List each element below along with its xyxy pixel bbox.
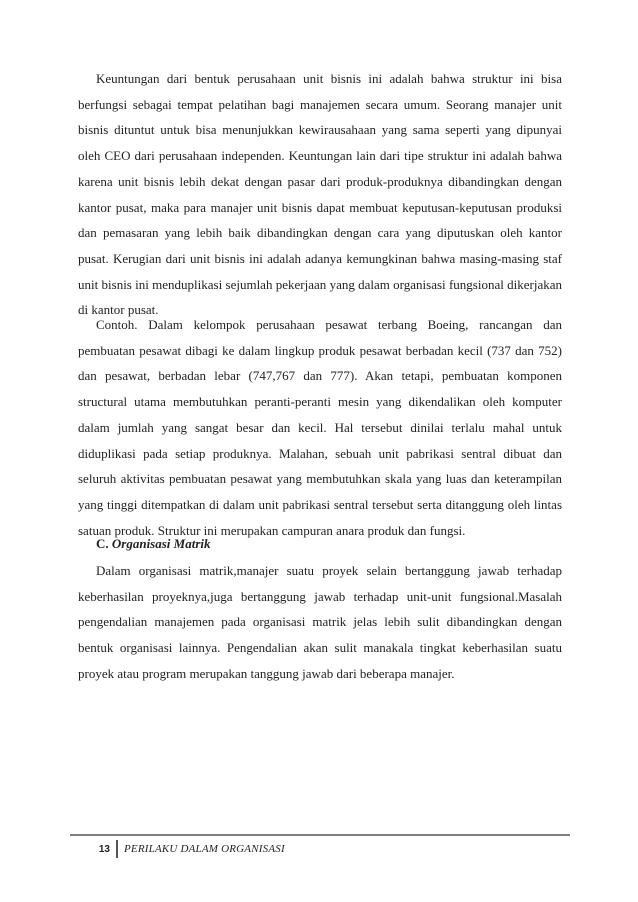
footer-rule: [70, 834, 570, 836]
running-title: PERILAKU DALAM ORGANISASI: [124, 843, 285, 855]
footer-separator: [116, 840, 118, 858]
paragraph-business-unit-advantages: Keuntungan dari bentuk perusahaan unit bisnis ini adalah bahwa struktur ini bisa berfungsi sebagai tempat pelatihan bagi manajemen secara umum. Seorang manajer unit bisnis dituntut untuk bisa menunjukkan kewirausahaan yang sama seperti yang dipunyai oleh CEO dari perusahaan independen. Keuntungan lain dari tipe struktur ini adalah bahwa karena unit bisnis lebih dekat dengan pasar dari produk-produknya dibandingkan dengan kantor pusat, maka para manajer unit bisnis dapat membuat keputusan-keputusan produksi dan pemasaran yang lebih baik dibandingkan dengan cara yang diputuskan oleh kantor pusat. Kerugian dari unit bisnis ini adalah adanya kemungkinan bahwa masing-masing staf unit bisnis ini menduplikasi sejumlah pekerjaan yang dalam organisasi fungsional dikerjakan di kantor pusat.: [78, 71, 562, 318]
page-number: 13: [98, 843, 110, 855]
paragraph-matrix-organization: Dalam organisasi matrik,manajer suatu proyek selain bertanggung jawab terhadap keberhasilan proyeknya,juga bertanggung jawab terhadap unit-unit fungsional.Masalah pengendalian manajemen pada organisasi matrik jelas lebih sulit dibandingkan dengan bentuk organisasi lainnya. Pengendalian akan sulit manakala tingkat keberhasilan suatu proyek atau program merupakan tanggung jawab dari beberapa manajer.: [78, 563, 562, 681]
section-letter: C.: [96, 536, 109, 551]
paragraph-boeing-example: Contoh. Dalam kelompok perusahaan pesawat terbang Boeing, rancangan dan pembuatan pesawat dibagi ke dalam lingkup produk pesawat berbadan kecil (737 dan 752) dan pesawat, berbadan lebar (747,767 dan 777). Akan tetapi, pembuatan komponen structural utama membutuhkan peranti-peranti mesin yang dikendalikan oleh komputer dalam jumlah yang sangat besar dan kecil. Hal tersebut dinilai terlalu mahal untuk diduplikasi pada setiap produknya. Malahan, sebuah unit pabrikasi sentral dibuat dan seluruh aktivitas pembuatan pesawat yang membutuhkan skala yang luas dan keterampilan yang tinggi ditempatkan di dalam unit pabrikasi sentral tersebut serta ditanggung oleh lintas satuan produk. Struktur ini merupakan campuran anara produk dan fungsi.: [78, 317, 562, 538]
section-heading: [96, 536, 211, 552]
page-footer: [70, 838, 285, 860]
section-title: Organisasi Matrik: [111, 536, 211, 551]
